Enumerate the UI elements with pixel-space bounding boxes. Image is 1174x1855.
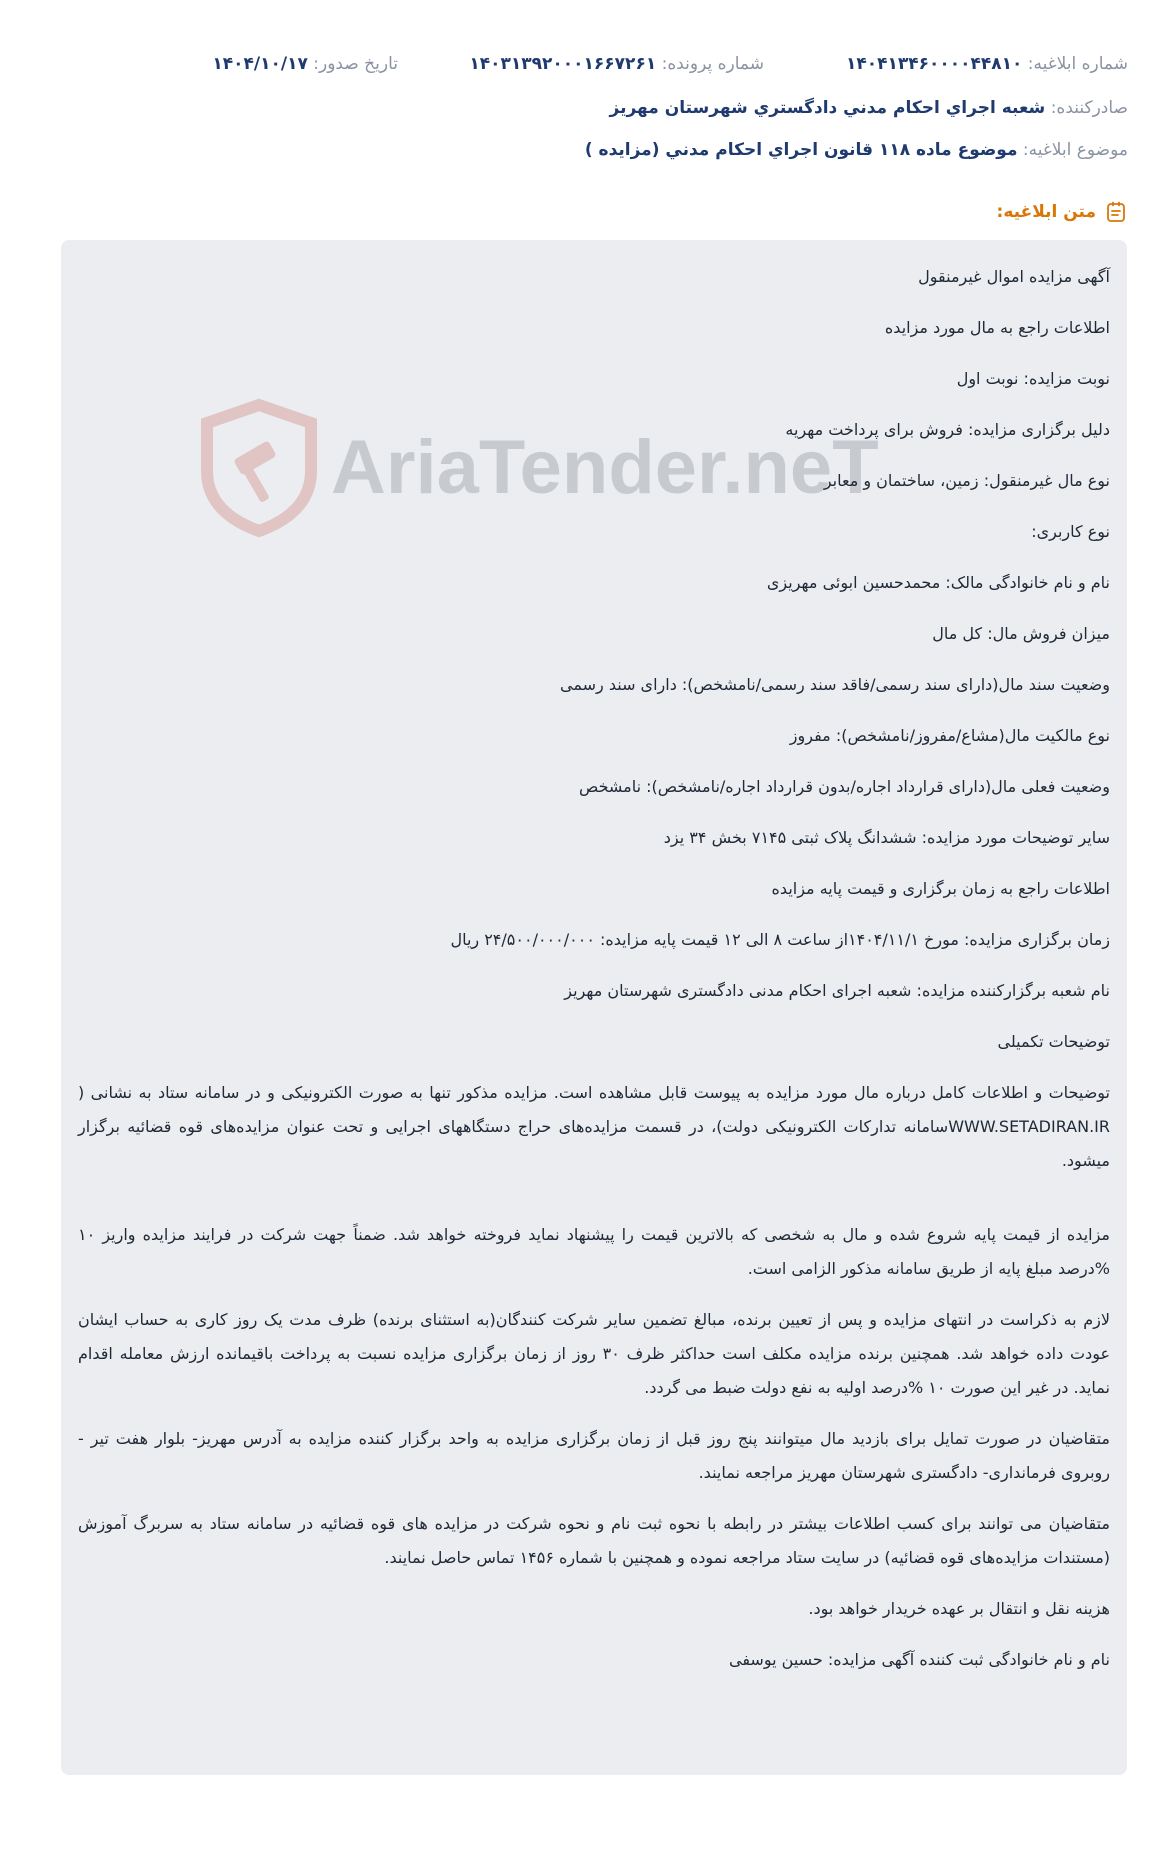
body-line: سایر توضیحات مورد مزایده: ششدانگ پلاک ثبتی ۷۱۴۵ بخش ۳۴ یزد [663,828,1110,847]
notice-text-heading [997,200,1128,224]
case-number-value: ۱۴۰۳۱۳۹۲۰۰۰۱۶۶۷۲۶۱ [469,54,657,74]
body-line: آگهی مزایده اموال غیرمنقول [918,267,1110,286]
body-line: دلیل برگزاری مزایده: فروش برای پرداخت مهریه [785,420,1110,439]
body-paragraph: مزایده از قیمت پایه شروع شده و مال به شخصی که بالاترین قیمت را پیشنهاد نماید فروخته خواهد شد. ضمناً جهت شرکت در فرایند مزایده واریز ۱۰ %درصد مبلغ پایه از طریق سامانه مذکور الزامی است. [78,1225,1110,1278]
issue-date-value: ۱۴۰۴/۱۰/۱۷ [212,54,308,74]
body-line: نام و نام خانوادگی مالک: محمدحسین ابوئی مهریزی [766,573,1110,592]
body-paragraph: توضیحات و اطلاعات کامل درباره مال مورد مزایده به پیوست قابل مشاهده است. مزایده مذکور تنها به صورت الکترونیکی و در سامانه ستاد به نشانی ( WWW.SETADIRAN.IRسامانه تدارکات الکترونیکی دولت)، در قسمت مزایده‌های حراج دستگاههای اجرایی و تحت عنوان مزایده‌های قوه قضائیه برگزار میشود. [78,1083,1110,1170]
body-paragraph: متقاضیان می توانند برای کسب اطلاعات بیشتر در رابطه با نحوه ثبت نام و نحوه شرکت در مزایده های قوه قضائیه در سامانه ستاد به سربرگ آموزش (مستندات مزایده‌های قوه قضائیه) در سایت ستاد مراجعه نموده و همچنین با شماره ۱۴۵۶ تماس حاصل نمایند. [78,1514,1110,1567]
case-number [469,54,764,74]
body-paragraph: هزینه نقل و انتقال بر عهده خریدار خواهد بود. [808,1599,1110,1618]
body-line: توضیحات تکمیلی [997,1032,1110,1051]
body-line: اطلاعات راجع به زمان برگزاری و قیمت پایه مزایده [771,879,1110,898]
notice-number [846,54,1128,74]
body-line: اطلاعات راجع به مال مورد مزایده [884,318,1110,337]
body-line: وضعیت فعلی مال(دارای قرارداد اجاره/بدون قرارداد اجاره/نامشخص): نامشخص [578,777,1110,796]
notice-subject [585,140,1128,160]
notice-body-box [61,240,1127,1775]
body-line: نوع مالکیت مال(مشاع/مفروز/نامشخص): مفروز [789,726,1110,745]
body-paragraph: نام و نام خانوادگی ثبت کننده آگهی مزایده: حسین یوسفی [729,1650,1110,1669]
body-paragraph: متقاضیان در صورت تمایل برای بازدید مال میتوانند پنج روز قبل از زمان برگزاری مزایده به واحد برگزار کننده مزایده به آدرس مهریز- بلوار هفت تیر - روبروی فرمانداری- دادگستری شهرستان مهریز مراجعه نمایند. [78,1429,1110,1482]
notice-number-value: ۱۴۰۴۱۳۴۶۰۰۰۰۴۴۸۱۰ [845,54,1023,74]
document-list-icon [1104,200,1128,224]
body-line: وضعیت سند مال(دارای سند رسمی/فاقد سند رسمی/نامشخص): دارای سند رسمی [560,675,1110,694]
body-line: نوبت مزایده: نوبت اول [956,369,1110,388]
body-line: نام شعبه برگزارکننده مزایده: شعبه اجرای احکام مدنی دادگستری شهرستان مهریز [564,981,1110,1000]
watermark-text: AriaTender.neT [331,425,879,510]
notice-body-text [78,260,1110,1694]
notice-text-title: متن ابلاغيه: [996,202,1096,222]
body-paragraph: لازم به ذکراست در انتهای مزایده و پس از تعیین برنده، مبالغ تضمین سایر شرکت کنندگان(به استثنای برنده) ظرف مدت یک روز کاری به حساب ایشان عودت داده خواهد شد. همچنین برنده مزایده مکلف است حداکثر ظرف ۳۰ روز از زمان برگزاری مزایده نسبت به پرداخت باقیمانده ارزش معامله اقدام نماید. در غیر این صورت ۱۰ %درصد اولیه به نفع دولت ضبط می گردد. [78,1310,1111,1397]
case-number-label: شماره پرونده: [661,54,764,74]
issuer [610,98,1129,118]
auction-time-line: زمان برگزاری مزایده: مورخ ۱۴۰۴/۱۱/۱از ساعت ۸ الی ۱۲ قیمت پایه مزایده: ۲۴/۵۰۰/۰۰۰/۰۰۰ ریال [450,930,1110,949]
body-line: میزان فروش مال: کل مال [932,624,1110,643]
body-line: نوع مال غیرمنقول: زمین، ساختمان و معابر [823,471,1110,490]
issue-date-label: تاريخ صدور: [313,54,398,74]
subject-label: موضوع ابلاغيه: [1022,140,1128,160]
issuer-value: شعبه اجراي احکام مدني دادگستري شهرستان مهريز [609,98,1046,118]
issue-date [212,54,398,74]
notice-meta-row [0,54,1174,86]
issuer-label: صادرکننده: [1050,98,1128,118]
body-line: نوع کاربری: [1031,522,1110,541]
notice-number-label: شماره ابلاغيه: [1027,54,1128,74]
subject-value: موضوع ماده ۱۱۸ قانون اجراي احکام مدني (مزايده ) [584,140,1018,160]
